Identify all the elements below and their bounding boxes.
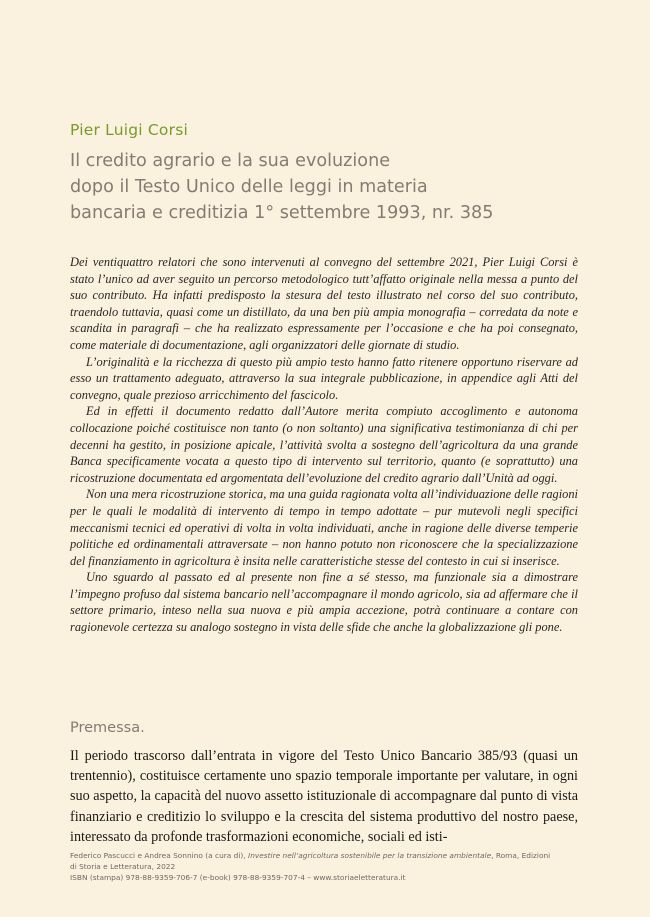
abstract [70, 254, 578, 636]
footer-citation-suffix: , Roma, Edizioni [491, 851, 551, 860]
abstract-paragraph: Dei ventiquattro relatori che sono intervenuti al convegno del settembre 2021, Pier Luigi Corsi è stato l’unico ad aver seguito un percorso metodologico tutt’affatto originale nella messa a punto del suo contributo. Ha infatti predisposto la stesura del testo illustrato nel corso del suo contributo, traendolo tuttavia, quasi come un distillato, da una ben più ampia monografia – corredata da note e scandita in paragrafi – che ha realizzato espressamente per l’occasione e che ha poi consegnato, come materiale di documentazione, agli organizzatori delle giornate di studio. [70, 255, 578, 352]
abstract-paragraph: Non una mera ricostruzione storica, ma una guida ragionata volta all’individuazione delle ragioni per le quali le modalità di intervento di tempo in tempo adottate – pur mutevoli negli specifici meccanismi tecnici ed operativi di volta in volta individuati, anche in ragione delle diverse temperie politiche ed ordinamentali attraversate – non hanno potuto non riconoscere che la specializzazione del finanziamento in agricoltura è insita nelle caratteristiche stesse del contesto in cui si inserisce. [70, 487, 578, 568]
section-heading: Premessa. [70, 720, 145, 736]
page-footer [70, 850, 590, 883]
abstract-paragraph: Uno sguardo al passato ed al presente non fine a sé stesso, ma funzionale sia a dimostrare l’impegno profuso dal sistema bancario nell’accompagnare il mondo agricolo, sia ad affermare che il settore primario, inteso nella sua nuova e più ampia accezione, potrà continuare a contare con ragionevole certezza su analogo sostegno in vista delle sfide che anche la globalizzazione gli pone. [70, 570, 578, 635]
abstract-paragraph: L’originalità e la ricchezza di questo più ampio testo hanno fatto ritenere opportuno riservare ad esso un trattamento adeguato, attraverso la sua integrale pubblicazione, in appendice agli Atti del convegno, quale prezioso arricchimento del fascicolo. [70, 354, 578, 402]
abstract-paragraph: Ed in effetti il documento redatto dall’Autore merita compiuto accoglimento e autonoma collocazione poiché costituisce non tanto (o non soltanto) una significativa testimonianza di chi per decenni ha gestito, in posizione apicale, l’attività svolta a sostegno dell’agricoltura da una grande Banca specificamente vocata a questo tipo di intervento sul territorio, quanto (e soprattutto) una ricostruzione documentata ed argomentata dell’evoluzione del credito agrario dall’Unità ad oggi. [70, 404, 578, 485]
footer-citation-title: Investire nell’agricoltura sostenibile per la transizione ambientale [248, 851, 492, 860]
footer-isbn: ISBN (stampa) 978-88-9359-706-7 (e-book) 978-88-9359-707-4 – www.storiaeletteratura.it [70, 873, 406, 882]
footer-citation-prefix: Federico Pascucci e Andrea Sonnino (a cura di), [70, 851, 249, 860]
author-name: Pier Luigi Corsi [70, 121, 188, 139]
title-line: bancaria e creditizia 1° settembre 1993, nr. 385 [70, 203, 494, 223]
title-line: dopo il Testo Unico delle leggi in materia [70, 177, 428, 197]
footer-citation [70, 850, 590, 861]
article-title [70, 148, 590, 226]
body-paragraph: Il periodo trascorso dall’entrata in vigore del Testo Unico Bancario 385/93 (quasi un trentennio), costituisce certamente uno spazio temporale importante per valutare, in ogni suo aspetto, la capacità del nuovo assetto istituzionale di accompagnare dal punto di vista finanziario e creditizio lo sviluppo e la crescita del sistema produttivo del nostro paese, interessato da profonde trasformazioni economiche, sociali ed isti- [70, 748, 578, 845]
title-line: Il credito agrario e la sua evoluzione [70, 151, 391, 171]
footer-publisher: di Storia e Letteratura, 2022 [70, 862, 176, 871]
